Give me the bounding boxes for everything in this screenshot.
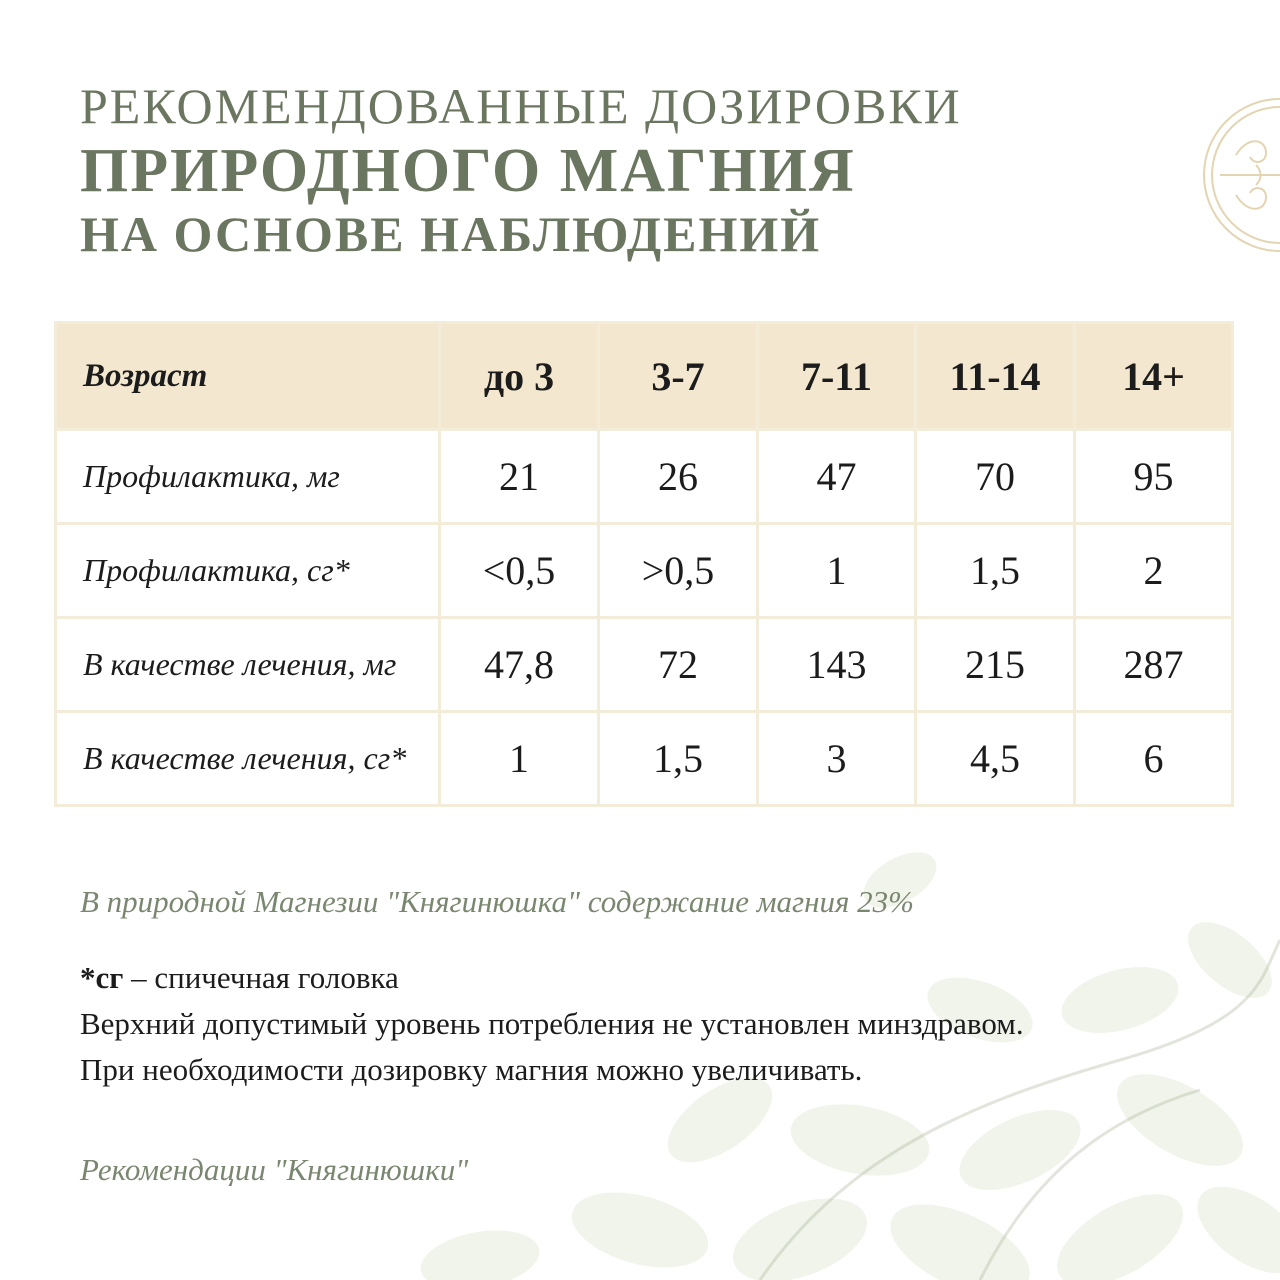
brand-ornament-icon <box>1200 95 1280 255</box>
table-cell: 1,5 <box>599 712 758 806</box>
table-cell: 47 <box>758 430 916 524</box>
row-label: В качестве лечения, мг <box>56 618 440 712</box>
table-cell: 215 <box>916 618 1075 712</box>
footnote-definition-text: – спичечная головка <box>123 960 399 995</box>
header-age-cell: 3-7 <box>599 323 758 430</box>
table-cell: 6 <box>1075 712 1233 806</box>
signature: Рекомендации "Княгинюшки" <box>80 1152 469 1187</box>
row-label: Профилактика, сг* <box>56 524 440 618</box>
table-row <box>56 430 1233 524</box>
table-cell: 4,5 <box>916 712 1075 806</box>
header-age-cell: 14+ <box>1075 323 1233 430</box>
table-header-row <box>56 323 1233 430</box>
table-row <box>56 524 1233 618</box>
table-cell: 1 <box>758 524 916 618</box>
table-cell: 2 <box>1075 524 1233 618</box>
table-cell: <0,5 <box>440 524 599 618</box>
table-cell: 70 <box>916 430 1075 524</box>
title-line-3: НА ОСНОВЕ НАБЛЮДЕНИЙ <box>80 206 822 262</box>
header-age-cell: до 3 <box>440 323 599 430</box>
footnote-block <box>80 955 1024 1093</box>
dosage-table <box>54 321 1234 807</box>
table-cell: 47,8 <box>440 618 599 712</box>
table-cell: 1 <box>440 712 599 806</box>
table-cell: 1,5 <box>916 524 1075 618</box>
table-row <box>56 618 1233 712</box>
footnote-definition <box>80 955 1024 1001</box>
header-age-label: Возраст <box>56 323 440 430</box>
footnote-line-2: Верхний допустимый уровень потребления не установлен минздравом. <box>80 1006 1024 1041</box>
row-label: Профилактика, мг <box>56 430 440 524</box>
table-cell: >0,5 <box>599 524 758 618</box>
header-age-cell: 11-14 <box>916 323 1075 430</box>
magnesium-content-note: В природной Магнезии "Княгинюшка" содержание магния 23% <box>80 884 914 919</box>
page-title <box>80 74 962 264</box>
row-label: В качестве лечения, сг* <box>56 712 440 806</box>
table-row <box>56 712 1233 806</box>
table-cell: 21 <box>440 430 599 524</box>
table-cell: 143 <box>758 618 916 712</box>
table-cell: 3 <box>758 712 916 806</box>
table-cell: 26 <box>599 430 758 524</box>
table-cell: 95 <box>1075 430 1233 524</box>
footnote-abbr: *сг <box>80 960 124 995</box>
table-cell: 287 <box>1075 618 1233 712</box>
header-age-cell: 7-11 <box>758 323 916 430</box>
table-cell: 72 <box>599 618 758 712</box>
title-line-1: РЕКОМЕНДОВАННЫЕ ДОЗИРОВКИ <box>80 78 962 134</box>
title-line-2: ПРИРОДНОГО МАГНИЯ <box>80 137 856 205</box>
footnote-line-3: При необходимости дозировку магния можно увеличивать. <box>80 1052 863 1087</box>
